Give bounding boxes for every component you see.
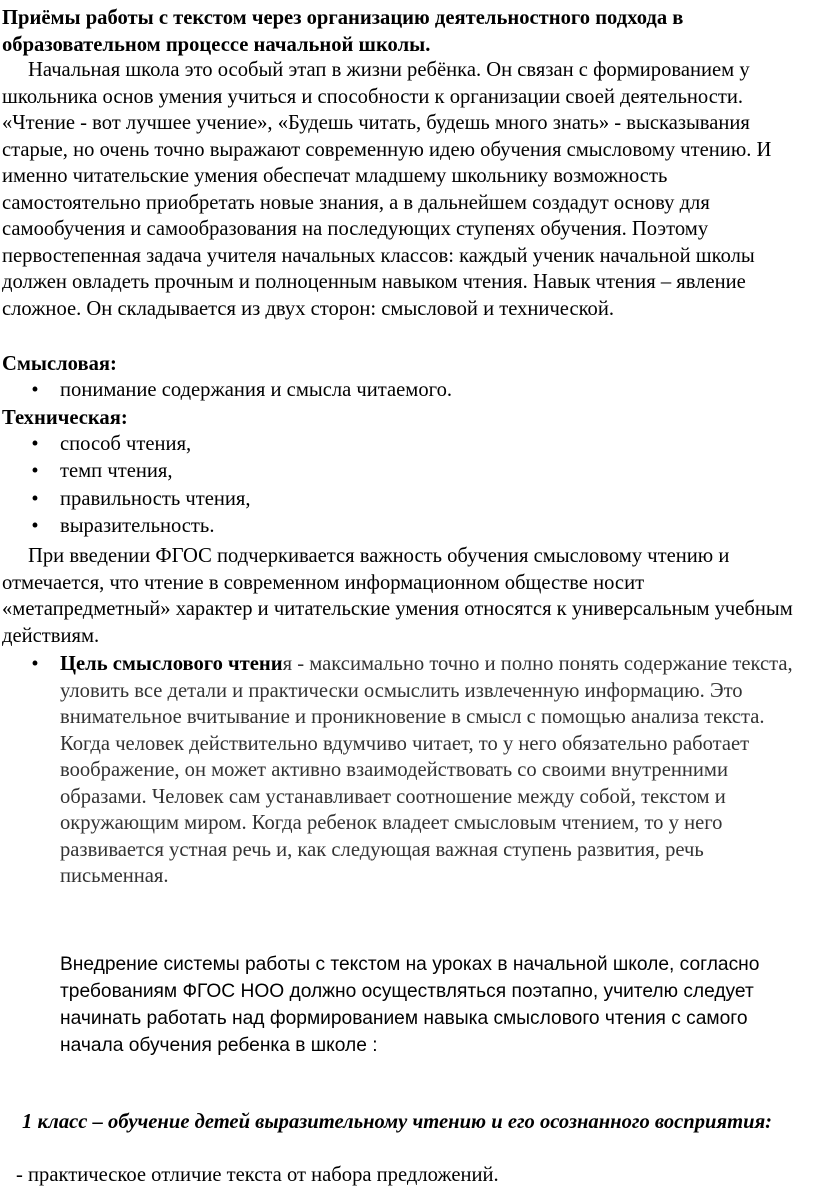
- bullet-icon: •: [31, 433, 39, 455]
- goal-description: - максимально точно и полно понять содержание текста, уловить все детали и практически осмыслить извлеченную информацию. Это внимательное вчитывание и проникновение в смысл с помощью анализа текста. Когда человек действительно вдумчиво читает, то у него обязательно работает воображение, он может активно взаимодействовать со своими внутренними образами. Человек сам устанавливает соотношение между собой, текстом и окружающим миром. Когда ребенок владеет смысловым чтением, то у него развивается устная речь и, как следующая важная ступень развития, речь письменная.: [60, 653, 793, 887]
- list-item: [0, 513, 800, 540]
- list-item: [0, 486, 800, 513]
- goal-label: Цель смыслового чтени: [60, 653, 283, 675]
- bullet-icon: •: [31, 514, 39, 537]
- bullet-icon: •: [31, 460, 39, 483]
- list-item-text: выразительность.: [60, 514, 215, 537]
- grade1-heading: 1 класс – обучение детей выразительному чтению и его осознанного восприятия:: [22, 1111, 773, 1133]
- list-item-text: способ чтения,: [60, 433, 192, 455]
- goal-text: [60, 651, 808, 890]
- goal-label-tail: я: [282, 653, 293, 675]
- technical-heading: Техническая:: [2, 407, 128, 429]
- list-item: [0, 458, 800, 485]
- list-item-text: правильность чтения,: [60, 487, 251, 510]
- bullet-icon: •: [31, 653, 39, 675]
- technical-list: [0, 431, 800, 540]
- semantic-heading: Смысловая:: [2, 353, 117, 375]
- fgos-paragraph: При введении ФГОС подчеркивается важность обучения смысловому чтению и отмечается, что чтение в современном информационном обществе носит «метапредметный» характер и читательские умения относятся к универсальным учебным действиям.: [2, 545, 793, 647]
- grade1-item: - практическое отличие текста от набора предложений.: [16, 1164, 499, 1186]
- system-intro-paragraph: Внедрение системы работы с текстом на уроках в начальной школе, согласно требованиям ФГОС НОО должно осуществляться поэтапно, учителю следует начинать работать над формированием навыка смыслового чтения с самого начала обучения ребенка в школе :: [60, 954, 760, 1056]
- bullet-icon: •: [31, 379, 39, 401]
- semantic-list: [0, 377, 800, 404]
- list-item-text: понимание содержания и смысла читаемого.: [60, 379, 453, 401]
- document-title: Приёмы работы с текстом через организацию деятельностного подхода в образовательном процессе начальной школы.: [2, 7, 684, 56]
- list-item-text: темп чтения,: [60, 460, 173, 483]
- bullet-icon: •: [31, 487, 39, 510]
- list-item: [0, 431, 800, 458]
- intro-paragraph: Начальная школа это особый этап в жизни ребёнка. Он связан с формированием у школьника основ умения учиться и способности к организации своей деятельности. «Чтение - вот лучшее учение», «Будешь читать, будешь много знать» - высказывания старые, но очень точно выражают современную идею обучения смысловому чтению. И именно читательские умения обеспечат младшему школьнику возможность самостоятельно приобретать новые знания, а в дальнейшем создадут основу для самообучения и самообразования на последующих ступенях обучения. Поэтому первостепенная задача учителя начальных классов: каждый ученик начальной школы должен овладеть прочным и полноценным навыком чтения. Навык чтения – явление сложное. Он складывается из двух сторон: смысловой и технической.: [2, 59, 772, 320]
- list-item: [0, 377, 800, 404]
